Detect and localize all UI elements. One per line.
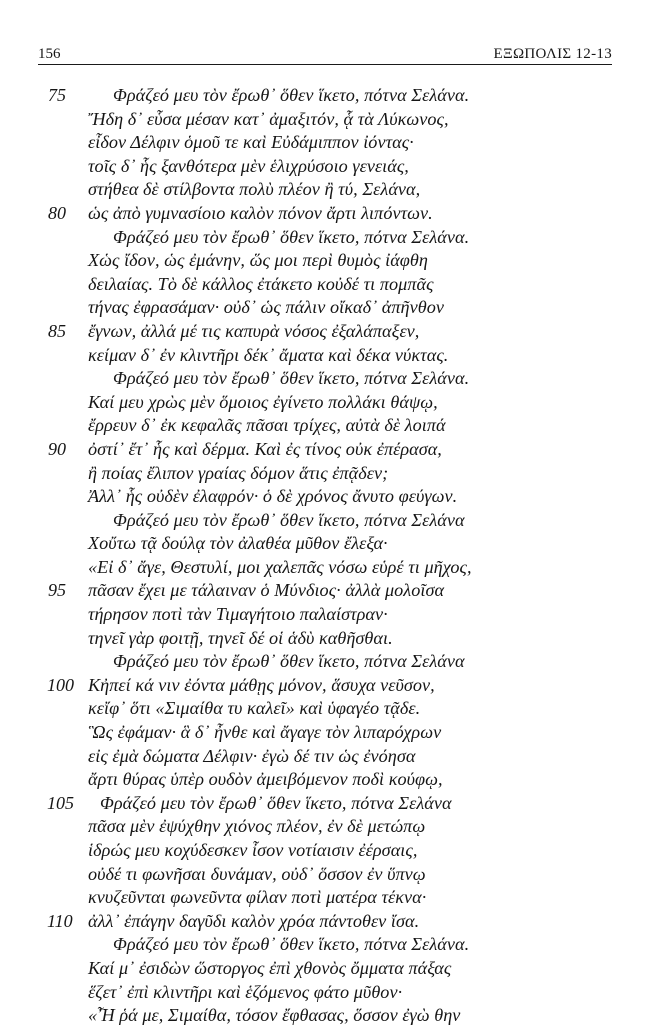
- verse-line: [0, 815, 658, 839]
- line-number: 105: [47, 792, 74, 813]
- verse-text-line: τηνεῖ γὰρ φοιτῇ, τηνεῖ δέ οἱ ἁδὺ καθῆσθαι.: [88, 627, 393, 648]
- verse-text-line: κείμαν δ᾽ ἐν κλιντῆρι δέκ᾽ ἄματα καὶ δέκα νύκτας.: [88, 344, 449, 365]
- verse-line: [0, 509, 658, 533]
- verse-line: [0, 697, 658, 721]
- verse-text-line: τοῖς δ᾽ ἧς ξανθότερα μὲν ἑλιχρύσοιο γενειάς,: [88, 155, 409, 176]
- verse-text-line: Ἀλλ᾽ ἧς οὐδὲν ἐλαφρόν· ὁ δὲ χρόνος ἄνυτο φεύγων.: [88, 486, 458, 507]
- verse-text-line: ἄρτι θύρας ὑπὲρ ουδὸν ἀμειβόμενον ποδὶ κούφῳ,: [88, 769, 443, 790]
- verse-text-line: ὀστί᾽ ἔτ᾽ ἧς καὶ δέρμα. Καὶ ἐς τίνος οὐκ ἐπέρασα,: [88, 438, 442, 459]
- verse-text-line: «Ἦ ῥά με, Σιμαίθα, τόσον ἔφθασας, ὅσσον ἐγὼ θην: [88, 1005, 461, 1026]
- verse-text-line: Φράζεό μευ τὸν ἔρωθ᾽ ὅθεν ἵκετο, πότνα Σελάνα: [113, 651, 465, 672]
- verse-line: [0, 296, 658, 320]
- verse-line: [0, 839, 658, 863]
- verse-text-line: τήρησον ποτὶ τὰν Τιμαγήτοιο παλαίστραν·: [88, 604, 388, 625]
- verse-text-line: Φράζεό μευ τὸν ἔρωθ᾽ ὅθεν ἵκετο, πότνα Σελάνα.: [113, 934, 470, 955]
- verse-text-line: ἔρρευν δ᾽ ἐκ κεφαλᾶς πᾶσαι τρίχες, αὐτὰ δὲ λοιπά: [88, 415, 446, 436]
- verse-line: [0, 84, 658, 108]
- verse-line: [0, 886, 658, 910]
- verse-text: [0, 84, 658, 1028]
- verse-text-line: Φράζεό μευ τὸν ἔρωθ᾽ ὅθεν ἵκετο, πότνα Σελάνα.: [113, 368, 470, 389]
- page-number: 156: [38, 46, 61, 62]
- verse-line: [0, 391, 658, 415]
- line-number: 110: [47, 910, 73, 931]
- verse-line: [0, 768, 658, 792]
- verse-line: [0, 603, 658, 627]
- verse-text-line: δειλαίας. Τὸ δὲ κάλλος ἐτάκετο κοὐδέ τι πομπᾶς: [88, 273, 434, 294]
- verse-line: [0, 532, 658, 556]
- verse-line: [0, 650, 658, 674]
- verse-line: [0, 556, 658, 580]
- verse-text-line: Χὡς ἴδον, ὡς ἐμάνην, ὥς μοι περὶ θυμὸς ἰάφθη: [88, 250, 428, 271]
- line-number: 80: [48, 202, 66, 223]
- line-number: 95: [48, 580, 66, 601]
- verse-line: [0, 957, 658, 981]
- running-head: ΕΞΩΠΟΛΙΣ 12-13: [493, 46, 612, 62]
- page-header: [38, 40, 612, 65]
- verse-line: [0, 273, 658, 297]
- verse-line: [0, 627, 658, 651]
- verse-line: [0, 249, 658, 273]
- verse-text-line: ἔγνων, ἀλλά μέ τις καπυρὰ νόσος ἐξαλάπαξεν,: [88, 320, 420, 341]
- verse-text-line: πᾶσα μὲν ἐψύχθην χιόνος πλέον, ἐν δὲ μετώπῳ: [88, 816, 426, 837]
- verse-line: [0, 981, 658, 1005]
- verse-text-line: «Εἰ δ᾽ ἄγε, Θεστυλί, μοι χαλεπᾶς νόσω εὑρέ τι μῆχος,: [88, 556, 472, 577]
- verse-line: [0, 910, 658, 934]
- verse-text-line: Κἠπεί κά νιν ἐόντα μάθῃς μόνον, ἅσυχα νεῦσον,: [88, 674, 435, 695]
- line-number: 75: [48, 85, 66, 105]
- verse-line: [0, 108, 658, 132]
- verse-text-line: οὐδέ τι φωνῆσαι δυνάμαν, οὐδ᾽ ὅσσον ἐν ὕπνῳ: [88, 863, 426, 884]
- verse-line: [0, 320, 658, 344]
- verse-line: [0, 178, 658, 202]
- verse-text-line: πᾶσαν ἔχει με τάλαιναν ὁ Μύνδιος· ἀλλὰ μολοῖσα: [88, 580, 445, 601]
- verse-text-line: ἕζετ᾽ ἐπὶ κλιντῆρι καὶ ἑζόμενος φάτο μῦθον·: [88, 981, 403, 1002]
- verse-line: [0, 414, 658, 438]
- verse-text-line: Καί μευ χρὼς μὲν ὅμοιος ἐγίνετο πολλάκι θάψῳ,: [88, 391, 438, 412]
- verse-text-line: Καί μ᾽ ἐσιδὼν ὥστοργος ἐπὶ χθονὸς ὄμματα πάξας: [88, 957, 452, 978]
- verse-line: [0, 1004, 658, 1028]
- verse-line: [0, 674, 658, 698]
- line-number: 100: [47, 674, 74, 695]
- verse-line: [0, 367, 658, 391]
- verse-text-line: Φράζεό μευ τὸν ἔρωθ᾽ ὅθεν ἵκετο, πότνα Σελάνα: [100, 792, 452, 813]
- verse-text-line: ἱδρώς μευ κοχύδεσκεν ἶσον νοτίαισιν ἐέρσαις,: [88, 840, 418, 860]
- verse-text-line: ἢ ποίας ἔλιπον γραίας δόμον ἅτις ἐπᾷδεν;: [88, 462, 389, 483]
- verse-line: [0, 202, 658, 226]
- verse-line: [0, 933, 658, 957]
- verse-line: [0, 462, 658, 486]
- verse-line: [0, 745, 658, 769]
- verse-text-line: Ὣς ἐφάμαν· ἃ δ᾽ ἦνθε καὶ ἄγαγε τὸν λιπαρόχρων: [88, 722, 442, 743]
- verse-line: [0, 863, 658, 887]
- verse-text-line: Φράζεό μευ τὸν ἔρωθ᾽ ὅθεν ἵκετο, πότνα Σελάνα.: [113, 226, 470, 247]
- verse-line: [0, 344, 658, 368]
- verse-text-line: ἀλλ᾽ ἐπάγην δαγῦδι καλὸν χρόα πάντοθεν ἴσα.: [88, 910, 420, 931]
- verse-text-line: εἰς ἐμὰ δώματα Δέλφιν· ἐγὼ δέ τιν ὡς ἐνόησα: [88, 745, 416, 766]
- verse-line: [0, 438, 658, 462]
- verse-text-line: κεἴφ᾽ ὅτι «Σιμαίθα τυ καλεῖ» καὶ ὑφαγέο τᾷδε.: [88, 698, 421, 719]
- verse-line: [0, 579, 658, 603]
- verse-line: [0, 485, 658, 509]
- verse-line: [0, 721, 658, 745]
- verse-text-line: Φράζεό μευ τὸν ἔρωθ᾽ ὅθεν ἵκετο, πότνα Σελάνα.: [113, 85, 470, 105]
- verse-text-line: Φράζεό μευ τὸν ἔρωθ᾽ ὅθεν ἵκετο, πότνα Σελάνα: [113, 509, 465, 530]
- verse-text-line: ὡς ἀπὸ γυμνασίοιο καλὸν πόνον ἄρτι λιπόντων.: [88, 202, 433, 223]
- verse-text-line: κνυζεῦνται φωνεῦντα φίλαν ποτὶ ματέρα τέκνα·: [88, 887, 427, 908]
- verse-text-line: στήθεα δὲ στίλβοντα πολὺ πλέον ἢ τύ, Σελάνα,: [88, 179, 421, 200]
- line-number: 90: [48, 438, 66, 459]
- verse-line: [0, 792, 658, 816]
- verse-text-line: Ἤδη δ᾽ εὗσα μέσαν κατ᾽ ἀμαξιτόν, ᾇ τὰ Λύκωνος,: [88, 108, 449, 129]
- verse-text-line: Χοὔτω τᾷ δούλᾳ τὸν ἀλαθέα μῦθον ἔλεξα·: [88, 533, 388, 554]
- verse-line: [0, 155, 658, 179]
- verse-line: [0, 226, 658, 250]
- verse-line: [0, 131, 658, 155]
- line-number: 85: [48, 320, 66, 341]
- verse-text-line: τήνας ἐφρασάμαν· οὐδ᾽ ὡς πάλιν οἴκαδ᾽ ἀπῆνθον: [88, 297, 444, 318]
- verse-text-line: εἶδον Δέλφιν ὁμοῦ τε καὶ Εὐδάμιππον ἰόντας·: [88, 132, 414, 153]
